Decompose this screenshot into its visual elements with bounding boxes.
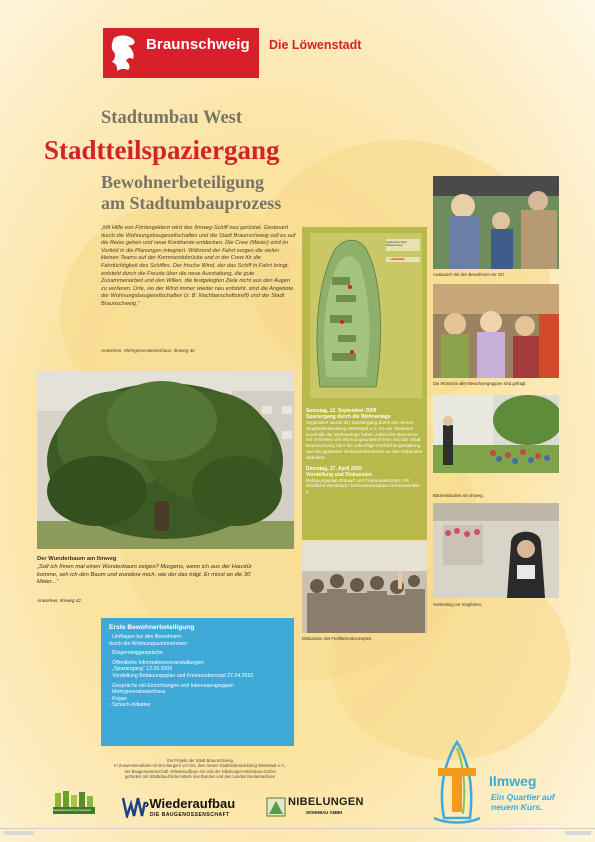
participation-item [109,634,286,647]
wiederaufbau-logo: ›Wiederaufbau [145,796,236,811]
photo-outdoor-gathering [433,395,559,473]
participation-line: · Bürgersteiggespräche [109,650,163,657]
tree-illustration [37,371,294,549]
participation-line: - „Spaziergang“ 12.09.2009 [109,666,173,673]
photo-caption: Austausch mit den Bewohnern vor Ort. [433,272,505,277]
wiederaufbau-icon [121,796,147,818]
photo-caption: Vorstellung vor möglichen. [433,602,483,607]
event-title: Spaziergang durch die Wohnanlage [306,414,391,420]
photo-children [433,284,559,378]
participation-box [101,618,294,746]
participation-line: - Vorstellung Bebauungsplan und Freiraumkonzept 27.04.2010 [109,672,254,679]
participation-line: · Gespräche mit Einrichtungen und Interessengruppen [109,682,234,689]
city-name: Braunschweig [146,36,250,53]
map-heading: Stadtumbau West Braunschweig [386,241,407,247]
nibelungen-icon [266,797,286,817]
weststadt-logo-text: Stadtteilentwicklung Weststadt [53,808,91,812]
footer-line: In Zusammenarbeit mit den Bürgern vor Ort, dem Verein Stadtteilentwicklung Weststadt e.V., [114,763,286,769]
event-date: Dienstag, 27. April 2010 [306,465,362,472]
participation-line: - Mehrgenerationenhaus [109,689,166,696]
page-kicker: Stadtumbau West [101,108,243,128]
crop-line [0,828,595,829]
wonder-tree-attribution: Anwohner, Ilmweg 42 [37,598,81,603]
page-title: Stadtteilspaziergang [44,135,280,165]
photo-caption: Bäckerinitiative am Ilmweg. [433,493,484,498]
ilmweg-logo-name: Ilmweg [489,773,537,789]
event-date: Samstag, 12. September 2009 [306,408,377,414]
crop-mark [565,831,591,835]
participation-title: Erste Bewohnerbeteiligung [109,624,195,631]
audience-photo [302,541,427,633]
nibelungen-logo-sub: WOHNBAU GMBH [306,810,343,815]
resident-quote: „Mit Hilfe von Fördergeldern wird das Ilmweg-Schiff neu gerüstet. Gesteuert durch die Wohnungsbaugesellschaften und die Stadt Braunschweig soll es auf die Reise gehen und neue Kontinente entdecken. Die Crew (Mieter) wird im Vorfeld in die Planungen integriert. Während der Fahrt sorgen die vielen kleinen Teams auf der Kommandobrücke und in der Crew für die Fahrtüchtigkeit des Schiffes. Der frische Wind, der das Schiff in Fahrt bringt, entsteht durch die Freude über die neue Ausstattung, die gute Zusammenarbeit und den Willen, die festgelegten Ziele nicht aus den Augen zu verlieren. Orte, wo der Wind immer wieder neu entsteht, sind die Angebote der Wohnungsbaugesellschaften (z. B. Nachbarschaftstreff) und der Stadt Braunschweig.“ [101,225,296,307]
event-description: Bebauungsplan-Entwurf und Freiraumkonzept. Ort: Nördliche Weststadt / Diskussionsstation Ilmenaustraße 2 [306,477,420,495]
footer-credits [60,758,340,779]
tree-photo [37,371,294,549]
site-map [302,227,427,404]
participation-item [109,683,286,709]
audience-caption: Diskussion des Freiflächenkonzeptes. [302,636,373,641]
nibelungen-logo: NIBELUNGEN [288,796,364,808]
map-legend-tag: LEGENDE [390,257,405,261]
participation-line: - Schach-Initiative [109,702,151,709]
wiederaufbau-logo-sub: DIE BAUGENOSSENSCHAFT [150,812,230,818]
photo-woman-balcony [433,503,559,598]
participation-item [109,650,286,657]
event-title: Vorstellung und Diskussion [306,471,372,478]
crop-mark [4,831,34,835]
event-info-panel [302,404,427,540]
participation-line: - Krippe [109,695,128,702]
participation-item [109,660,286,680]
participation-line: durch die Wohnungsunternehmen [109,640,188,647]
ilmweg-logo-tagline: Ein Quartier auf neuem Kurs. [491,792,555,812]
city-tagline: Die Löwenstadt [269,38,362,52]
page-subtitle [101,172,331,214]
ilmweg-ship-icon [426,740,488,824]
subtitle-line: Bewohnerbeteiligung [101,172,265,192]
quote-attribution: Anwohner, Mehrgenerationenhaus, Ilmweg 40 [101,348,195,353]
event-description: Organisiert wurde der Spaziergang durch den Verein Stadtteilentwicklung Weststadt e.V. An vier Stationen innerhalb der Wohnanlage haben zahlreiche Bewohner mit Vertretern der Wohnungsunternehmen und der Stadt Braunschweig über die zukünftige Freiflächengestaltung und die geplanten Umbaumaßnahmen an den Gebäuden diskutiert. [306,420,423,460]
weststadt-logo [51,789,97,815]
footer-line: der Baugenossenschaft ›Wiederaufbau‹ eG und der Nibelungen-Wohnbau-GmbH [124,768,276,774]
site-map-panel [302,227,427,404]
footer-line: Ein Projekt der Stadt Braunschweig [167,758,233,763]
photo-residents-exchange [433,176,559,269]
participation-line: · Öffentliche Informationsveranstaltungen [109,659,204,666]
wonder-tree-title: Der Wunderbaum am Ilmweg [37,556,117,562]
subtitle-line: am Stadtumbauprozess [101,193,282,213]
lion-icon [108,32,140,74]
photo-caption: Die Wünsche aller Bewohnergruppen sind gefragt. [433,381,527,386]
footer-line: gefördert mit Städtebaufördermitteln des Bundes und des Landes Niedersachsen [124,773,276,779]
wonder-tree-quote: „Soll ich Ihnen mal einen Wunderbaum zeigen? Morgens, wenn ich aus der Haustür komme, seh ich den Baum und wundere mich, wie der das trägt. Er misst an die 30 Meter...“ [37,564,252,586]
participation-line: · Umfragen bei den Bewohnern [109,634,182,640]
